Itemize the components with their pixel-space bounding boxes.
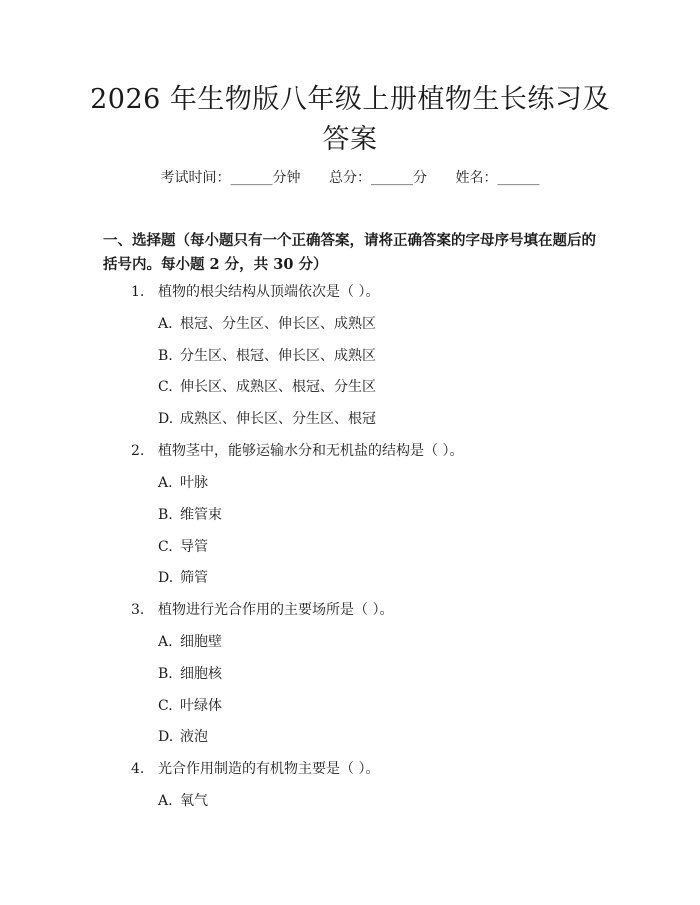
option-letter: C. bbox=[158, 539, 173, 555]
option-letter: B. bbox=[158, 666, 173, 682]
question-3-option-a bbox=[158, 632, 222, 652]
section-heading-multiple-choice: 一、选择题（每小题只有一个正确答案，请将正确答案的字母序号填在题后的括号内。每小题 2 分，共 30 分） bbox=[103, 232, 596, 273]
question-4 bbox=[131, 759, 379, 779]
option-text: 叶脉 bbox=[180, 475, 208, 491]
student-name-field: 姓名：______ bbox=[455, 170, 540, 186]
question-text: 植物进行光合作用的主要场所是（ ）。 bbox=[158, 602, 394, 618]
question-2 bbox=[131, 441, 463, 461]
total-score-field: 总分：______分 bbox=[329, 170, 427, 186]
option-text: 维管束 bbox=[180, 507, 222, 523]
option-text: 成熟区、伸长区、分生区、根冠 bbox=[180, 411, 376, 427]
option-letter: B. bbox=[158, 507, 173, 523]
option-text: 叶绿体 bbox=[180, 698, 222, 714]
question-number: 4. bbox=[131, 761, 145, 777]
question-2-option-d bbox=[158, 568, 208, 588]
question-text: 植物茎中，能够运输水分和无机盐的结构是（ ）。 bbox=[158, 443, 464, 459]
question-2-option-b bbox=[158, 505, 222, 525]
option-text: 筛管 bbox=[180, 570, 208, 586]
option-text: 细胞壁 bbox=[180, 634, 222, 650]
option-letter: A. bbox=[158, 634, 173, 650]
option-letter: D. bbox=[158, 411, 174, 427]
question-1-option-d bbox=[158, 409, 376, 429]
question-3-option-c bbox=[158, 696, 222, 716]
option-text: 氧气 bbox=[180, 793, 208, 809]
option-letter: B. bbox=[158, 348, 173, 364]
option-letter: A. bbox=[158, 316, 173, 332]
question-number: 3. bbox=[131, 602, 145, 618]
question-text: 植物的根尖结构从顶端依次是（ ）。 bbox=[158, 284, 380, 300]
question-number: 1. bbox=[131, 284, 145, 300]
option-text: 导管 bbox=[180, 539, 208, 555]
option-letter: A. bbox=[158, 475, 173, 491]
question-2-option-c bbox=[158, 537, 208, 557]
option-text: 根冠、分生区、伸长区、成熟区 bbox=[180, 316, 376, 332]
option-letter: D. bbox=[158, 729, 174, 745]
question-1-option-c bbox=[158, 377, 376, 397]
exam-info bbox=[0, 168, 700, 188]
question-1 bbox=[131, 282, 379, 302]
option-text: 分生区、根冠、伸长区、成熟区 bbox=[180, 348, 376, 364]
document-title: 2026 年生物版八年级上册植物生长练习及答案 bbox=[90, 84, 610, 155]
exam-time-field: 考试时间：______分钟 bbox=[160, 170, 301, 186]
question-1-option-a bbox=[158, 314, 376, 334]
question-4-option-a bbox=[158, 791, 208, 811]
question-3 bbox=[131, 600, 393, 620]
option-letter: A. bbox=[158, 793, 173, 809]
question-text: 光合作用制造的有机物主要是（ ）。 bbox=[158, 761, 380, 777]
option-text: 伸长区、成熟区、根冠、分生区 bbox=[180, 379, 376, 395]
option-letter: C. bbox=[158, 379, 173, 395]
option-text: 细胞核 bbox=[180, 666, 222, 682]
option-letter: D. bbox=[158, 570, 174, 586]
question-3-option-d bbox=[158, 727, 208, 747]
question-1-option-b bbox=[158, 346, 376, 366]
question-number: 2. bbox=[131, 443, 145, 459]
option-letter: C. bbox=[158, 698, 173, 714]
question-3-option-b bbox=[158, 664, 222, 684]
option-text: 液泡 bbox=[180, 729, 208, 745]
question-2-option-a bbox=[158, 473, 208, 493]
